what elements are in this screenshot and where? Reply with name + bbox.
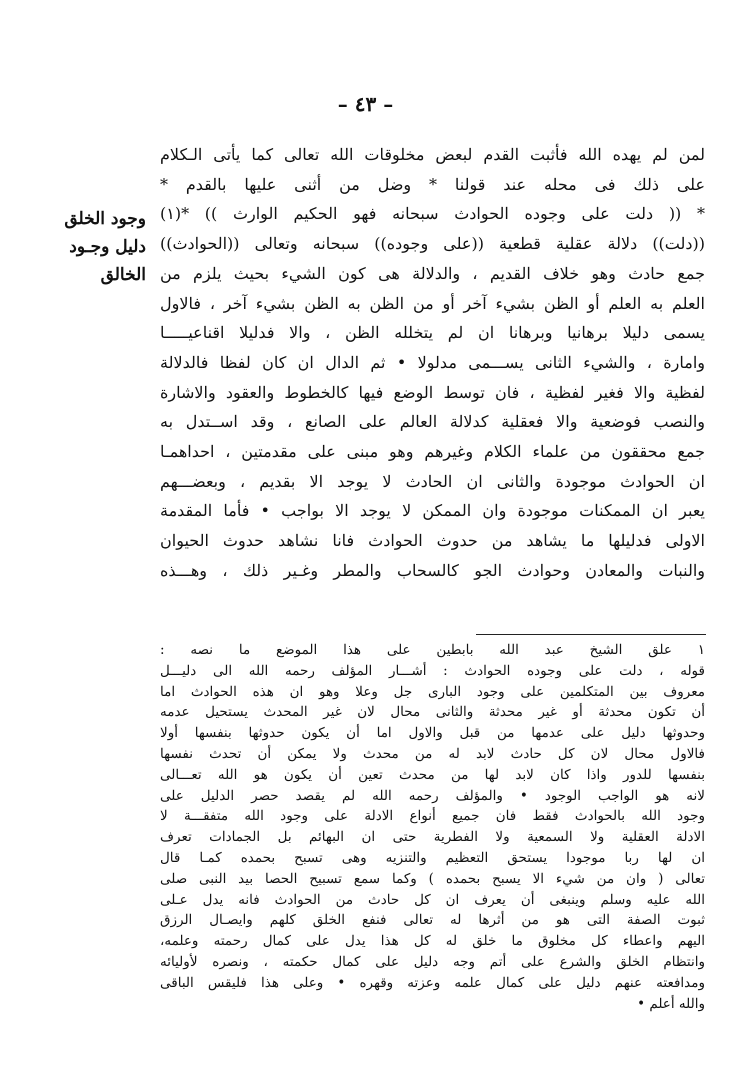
text-line: لفظية والا فغير لفظية ، فان توسط الوضع فيها كالخطوط والعقود والاشارة [160, 382, 705, 402]
footnote-line: وحدوثها دليل على عدمها من قبل والاول اما أن يكون حدوثها بنفسها أولا [160, 725, 705, 742]
main-text-block [160, 140, 705, 586]
text-line: والنصب فوضعية والا فعقلية كدلالة العالم على الصانع ، وقد اســتدل به [160, 412, 705, 432]
text-line: وامارة ، والشيء الثانى يســـمى مدلولا • ثم الدال ان كان لفظا فالدلالة [160, 352, 705, 372]
footnote-line: تعالى ( وان من شيء الا يسبح بحمده ) وكما سمع تسبيح الحصا بيد النبى صلى [160, 870, 705, 887]
text-line: الاولى فدليلها ما يشاهد من حدوث الحوادث فانا نشاهد حدوث الحيوان [160, 531, 705, 551]
margin-heading-line: الخالق [100, 265, 146, 285]
text-line: * (( دلت على وجوده الحوادث سبحانه فهو الحكيم الوارث )) *(١) [160, 204, 705, 224]
text-line: ان الحوادث موجودة والثانى ان الحادث لا يوجد الا بقديم ، وبعضـــهم [160, 471, 705, 491]
text-line: يعبر ان الممكنات موجودة وان الممكن لا يوجد الا بواجب • فأما المقدمة [160, 501, 705, 521]
text-line: جمع محققون من علماء الكلام وغيرهم وهو مبنى على مقدمتين ، احداهمـا [160, 442, 705, 462]
footnote-line: فالاول محال لان كل حادث لابد له من محدث ولا يمكن أن تحدث نفسها [160, 745, 705, 762]
footnote-line: معروف بين المتكلمين على وجود البارى جل وعلا وهو ان هذه الحوادث اما [160, 683, 705, 700]
footnote-line: أن تكون محدثة أو غير محدثة والثانى محال لان غير المحدث يستحيل عدمه [160, 704, 705, 721]
footnotes-block [160, 640, 705, 1014]
footnote-line: وانتظام الخلق والشرع على أتم وجه دليل على كمال حكمته ، ونصره لأوليائه [160, 953, 705, 970]
footnote-line: قوله ، دلت على وجوده الحوادث : أشـــار المؤلف رحمه الله الى دليـــل [160, 662, 705, 679]
footnote-line: وجود الله بالحوادث فقط فان جميع أنواع الادلة على وجود الله متفقـــة لا [160, 808, 705, 825]
margin-heading-line: وجود الخلق [64, 209, 146, 229]
text-line: ((دلت)) دلالة عقلية قطعية ((على وجوده)) سبحانه وتعالى ((الحوادث)) [160, 234, 705, 254]
text-line: العلم به العلم أو الظن بشيء آخر أو من الظن به الظن بشيء آخر ، فالاول [160, 293, 705, 313]
footnote-line: ثبوت الصفة التى هو من أثرها له تعالى فنفع الخلق كلهم وايصـال الرزق [160, 912, 705, 929]
text-line: والنبات والمعادن وحوادث الجو كالسحاب والمطر وغـير ذلك ، وهـــذه [160, 560, 705, 580]
page-number: – ٤٣ – [337, 92, 394, 116]
margin-heading-line: دليل وجـود [69, 237, 146, 257]
text-line: على ذلك فى محله عند قولنا * وضل من أثنى عليها بالقدم * [160, 174, 705, 194]
footnote-line: الله عليه وسلم وينبغى أن يعرف ان كل حادث من الحوادث فانه يدل عـلى [160, 891, 705, 908]
margin-heading [28, 205, 146, 289]
text-line: يسمى دليلا برهانيا وبرهانا ان لم يتخلله الظن ، والا فدليلا اقناعيـــــا [160, 323, 705, 343]
footnote-line: لانه هو الواجب الوجود • والمؤلف رحمه الله لم يقصد حصر الدليل على [160, 787, 705, 804]
footnote-divider [476, 634, 706, 635]
footnote-line: والله أعلم • [637, 995, 705, 1012]
footnote-line: ١ علق الشيخ عبد الله بابطين على هذا الموضع ما نصه : [160, 642, 705, 658]
footnote-line: اليهم واعطاء كل مخلوق ما خلق له كل هذا يدل على كمال رحمته وعلمه، [160, 933, 705, 950]
footnote-line: بنفسها للدور واذا كان لابد لها من محدث تعين أن يكون هو الله تعـــالى [160, 766, 705, 783]
text-line: لمن لم يهده الله فأثبت القدم لبعض مخلوقات الله تعالى كما يأتى الـكلام [160, 145, 705, 164]
text-line: جمع حادث وهو خلاف القديم ، والدلالة هى كون الشيء بحيث يلزم من [160, 263, 705, 283]
footnote-line: ومدافعته عنهم دليل على كمال علمه وعزته وقهره • وعلى هذا فليقس الباقى [160, 974, 705, 991]
footnote-line: الادلة العقلية ولا السمعية ولا الفطرية حتى ان البهائم بل الجمادات تعرف [160, 829, 705, 846]
footnote-line: ان لها ربا موجودا يستحق التعظيم والتنزيه وهى تسبح بحمده كمـا قال [160, 849, 705, 866]
